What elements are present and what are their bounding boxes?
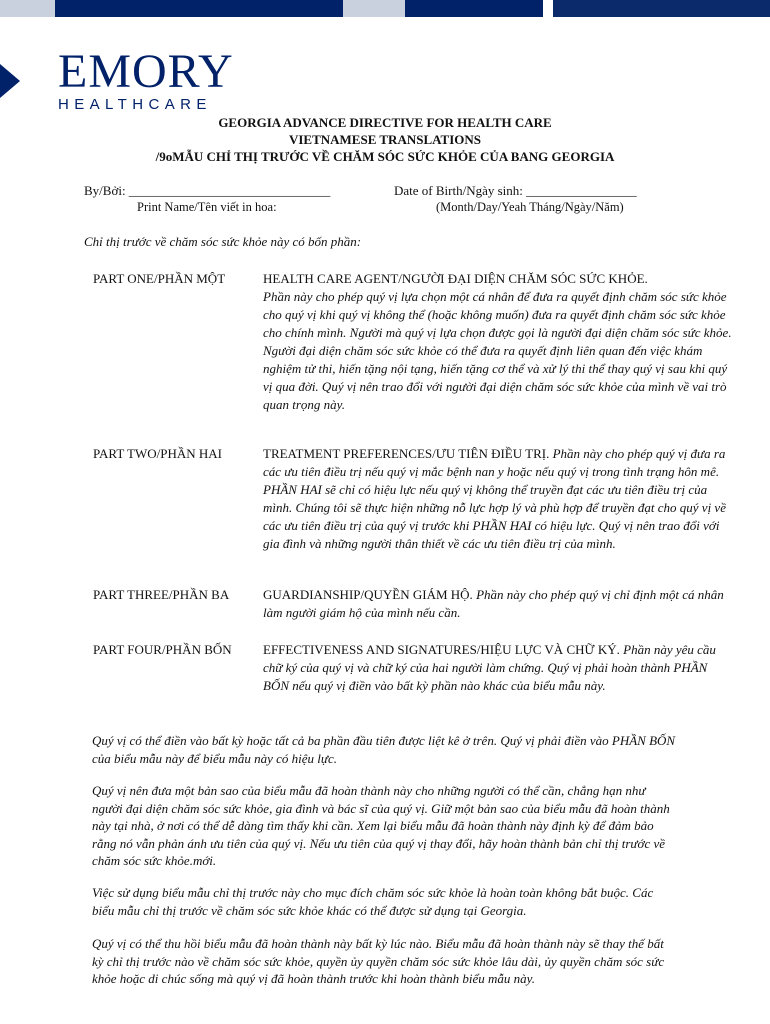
paragraph: Quý vị có thể điền vào bất kỳ hoặc tất cả ba phần đầu tiên được liệt kê ở trên. Quý vị phải điền vào PHẦN BỐN của biểu mẫu này để biểu mẫu này có hiệu lực. [92, 733, 676, 766]
paragraph: Quý vị có thể thu hồi biểu mẫu đã hoàn thành này bất kỳ lúc nào. Biểu mẫu đã hoàn thành này sẽ thay thế bất kỳ chỉ thị trước nào về chăm sóc sức khỏe, quyền ủy quyền chăm sóc sức khỏe lâu dài, ủy quyền chăm sóc sức khỏe hoặc di chúc sống mà quý vị đã hoàn thành trước khi hoàn thành biểu mẫu này. [92, 936, 665, 986]
top-bar-segment [553, 0, 770, 17]
top-bar-segment [543, 0, 553, 17]
part-label: PART ONE/PHẦN MỘT [93, 271, 226, 286]
part-one [93, 270, 733, 414]
part-heading: EFFECTIVENESS AND SIGNATURES/HIỆU LỰC VÀ CHỮ KÝ. [263, 642, 620, 657]
part-heading: HEALTH CARE AGENT/NGƯỜI ĐẠI DIỆN CHĂM SÓC SỨC KHỎE. [263, 271, 648, 286]
intro-text: Chỉ thị trước về chăm sóc sức khỏe này có bốn phần: [84, 234, 362, 249]
part-text: Phần này yêu cầu chữ ký của quý vị và chữ ký của hai người làm chứng. Quý vị phải hoàn thành PHẦN BỐN nếu quý vị điền vào bất kỳ phần nào khác của biểu mẫu này. [263, 642, 716, 693]
paragraph: Quý vị nên đưa một bản sao của biểu mẫu đã hoàn thành này cho những người có thể cần, chẳng hạn như người đại diện chăm sóc sức khỏe, gia đình và bác sĩ của quý vị. Giữ một bản sao của biểu mẫu đã hoàn thành này tại nhà, ở nơi có thể dễ dàng tìm thấy khi cần. Xem lại biểu mẫu đã hoàn thành này định kỳ để đảm bảo rằng nó vẫn phản ánh ưu tiên của quý vị. Nếu ưu tiên của quý vị thay đổi, hãy hoàn thành bản chỉ thị trước về chăm sóc sức khỏe.mới. [92, 783, 670, 868]
title-line-3: /9oMẪU CHỈ THỊ TRƯỚC VỀ CHĂM SÓC SỨC KHỎE CỦA BANG GEORGIA [155, 149, 615, 164]
part-heading: TREATMENT PREFERENCES/ƯU TIÊN ĐIỀU TRỊ. [263, 446, 550, 461]
title-line-2: VIETNAMESE TRANSLATIONS [288, 132, 482, 147]
title-line-1: GEORGIA ADVANCE DIRECTIVE FOR HEALTH CARE [218, 115, 552, 130]
part-label: PART THREE/PHẦN BA [93, 587, 230, 602]
by-sublabel: Print Name/Tên viết in hoa: [137, 200, 277, 214]
part-four [93, 641, 733, 695]
paragraph: Việc sử dụng biểu mẫu chỉ thị trước này cho mục đích chăm sóc sức khỏe là hoàn toàn không bắt buộc. Các biểu mẫu chỉ thị trước về chăm sóc sức khỏe khác có thể được sử dụng tại Georgia. [92, 885, 654, 918]
top-color-bar [0, 0, 770, 17]
top-bar-segment [55, 0, 343, 17]
dob-label: Date of Birth/Ngày sinh: _________________ [394, 183, 637, 198]
part-label: PART FOUR/PHẦN BỐN [93, 642, 232, 657]
top-bar-segment [405, 0, 543, 17]
emory-healthcare-logo [58, 45, 234, 114]
logo-word-emory: EMORY [58, 45, 234, 98]
document-titles [0, 114, 770, 165]
part-heading: GUARDIANSHIP/QUYỀN GIÁM HỘ. [263, 587, 473, 602]
by-field [84, 183, 330, 215]
logo-word-healthcare: HEALTHCARE [58, 96, 212, 113]
dob-sublabel: (Month/Day/Yeah Tháng/Ngày/Năm) [436, 200, 624, 214]
part-text: Phần này cho phép quý vị lựa chọn một cá nhân để đưa ra quyết định chăm sóc sức khỏe cho quý vị khi quý vị không thể (hoặc không muốn) đưa ra quyết định chăm sóc sức khỏe cho chính mình. Người mà quý vị lựa chọn được gọi là người đại diện chăm sóc sức khỏe. Người đại diện chăm sóc sức khỏe có thể đưa ra quyết định liên quan đến việc khám nghiệm tử thi, hiến tặng nội tạng, hiến tặng cơ thể và xử lý thi thể thay quý vị sau khi quý vị qua đời. Quý vị nên trao đổi với người đại diện chăm sóc sức khỏe của mình về vai trò quan trọng này. [263, 289, 732, 412]
part-three [93, 586, 733, 622]
part-label: PART TWO/PHẦN HAI [93, 446, 222, 461]
part-text: Phần này cho phép quý vị đưa ra các ưu tiên điều trị nếu quý vị mắc bệnh nan y hoặc nếu quý vị trong tình trạng hôn mê. PHẦN HAI sẽ chỉ có hiệu lực nếu quý vị không thể truyền đạt các ưu tiên điều trị của mình. Chúng tôi sẽ thực hiện những nỗ lực hợp lý và phù hợp để truyền đạt cho quý vị về các ưu tiên điều trị của quý vị trước khi PHẦN HAI có hiệu lực. Quý vị nên trao đổi với gia đình và những người thân thiết về các ưu tiên điều trị của mình. [263, 446, 726, 551]
top-bar-segment [343, 0, 405, 17]
arrow-marker-icon [0, 64, 20, 98]
part-text: Phần này cho phép quý vị chỉ định một cá nhân làm người giám hộ của mình nếu cần. [263, 587, 724, 620]
top-bar-segment [0, 0, 55, 17]
dob-field [394, 183, 637, 215]
part-two [93, 445, 733, 553]
by-label: By/Bởi: _______________________________ [84, 183, 331, 198]
